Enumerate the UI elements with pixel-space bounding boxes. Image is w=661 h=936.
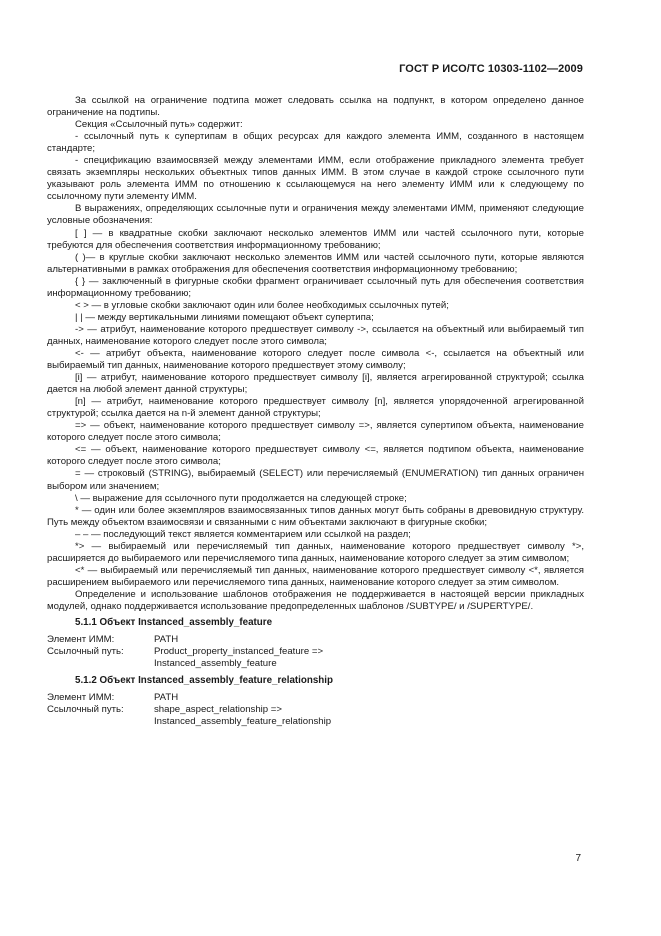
paragraph: *> — выбираемый или перечисляемый тип данных, наименование которого предшествует символу *>, расширяется до выбираемого или перечисляемого типа данных, наименование которого следует за этим символом;: [47, 540, 584, 564]
paragraph: ( )— в круглые скобки заключают несколько элементов ИММ или частей ссылочного пути, которые являются альтернативными в рамках отображения для обеспечения соответствия информационному требованию;: [47, 251, 584, 275]
path-line: Product_property_instanced_feature =>: [154, 646, 324, 658]
mapping-row: [47, 704, 584, 716]
page-number: 7: [575, 853, 581, 864]
path-label: Ссылочный путь:: [47, 646, 124, 658]
paragraph: - спецификацию взаимосвязей между элементами ИММ, если отображение прикладного элемента требует связать экземпляры нескольких объектных типов данных ИММ. В этом случае в каждой строке ссылочного пути указывают роль элемента ИММ по отношению к ссылающемуся на него элементу ИММ или к следующему по ссылочному пути элементу ИММ.: [47, 155, 584, 203]
element-label: Элемент ИММ:: [47, 634, 115, 646]
path-label: Ссылочный путь:: [47, 704, 124, 716]
path-line: Instanced_assembly_feature: [154, 658, 277, 670]
paragraph: | | — между вертикальными линиями помещают объект супертипа;: [75, 311, 374, 323]
paragraph: - ссылочный путь к супертипам в общих ресурсах для каждого элемента ИММ, созданного в настоящем стандарте;: [47, 131, 584, 155]
document-header: ГОСТ Р ИСО/ТС 10303-1102—2009: [399, 63, 583, 75]
paragraph: = — строковый (STRING), выбираемый (SELECT) или перечисляемый (ENUMERATION) тип данных ограничен выбором или значением;: [47, 468, 584, 492]
paragraph: => — объект, наименование которого предшествует символу =>, является супертипом объекта, наименование которого следует после этого символа;: [47, 420, 584, 444]
paragraph: [ ] — в квадратные скобки заключают несколько элементов ИММ или частей ссылочного пути, которые требуются для обеспечения соответствия информационному требованию;: [47, 227, 584, 251]
element-value: PATH: [154, 634, 179, 646]
document-body: [47, 95, 584, 728]
paragraph: < > — в угловые скобки заключают один или более необходимых ссылочных путей;: [75, 299, 449, 311]
element-value: PATH: [154, 692, 179, 704]
section-title: 5.1.2 Объект Instanced_assembly_feature_relationship: [75, 675, 333, 687]
paragraph: -> — атрибут, наименование которого предшествует символу ->, ссылается на объектный или выбираемый тип данных, наименование которого следует после этого символа;: [47, 323, 584, 347]
paragraph: Секция «Ссылочный путь» содержит:: [75, 119, 243, 131]
paragraph: [i] — атрибут, наименование которого предшествует символу [i], является агрегированной структурой; ссылка дается на любой элемент данной структуры;: [47, 372, 584, 396]
paragraph: \ — выражение для ссылочного пути продолжается на следующей строке;: [75, 492, 407, 504]
mapping-row: [47, 646, 584, 658]
paragraph: * — один или более экземпляров взаимосвязанных типов данных могут быть собраны в древовидную структуру. Путь между объектом взаимосвязи и связанными с ним объектами заключают в фигурные скобки;: [47, 504, 584, 528]
paragraph: [n] — атрибут, наименование которого предшествует символу [n], является упорядоченной агрегированной структурой; ссылка дается на n-й элемент данной структуры;: [47, 396, 584, 420]
paragraph: <= — объект, наименование которого предшествует символу <=, является подтипом объекта, наименование которого следует после этого символа;: [47, 444, 584, 468]
mapping-row: [47, 692, 584, 704]
path-line: Instanced_assembly_feature_relationship: [154, 716, 332, 728]
paragraph: <* — выбираемый или перечисляемый тип данных, наименование которого предшествует символу <*, является расширением выбираемого или перечисляемого типа данных, наименование которого следует за этим символом.: [47, 564, 584, 588]
path-line: shape_aspect_relationship =>: [154, 704, 283, 716]
paragraph: В выражениях, определяющих ссылочные пути и ограничения между элементами ИММ, применяют следующие условные обозначения:: [47, 203, 584, 227]
mapping-row: [47, 658, 584, 670]
paragraph: За ссылкой на ограничение подтипа может следовать ссылка на подпункт, в котором определено данное ограничение на подтипы.: [47, 95, 584, 119]
paragraph: Определение и использование шаблонов отображения не поддерживается в настоящей версии прикладных модулей, однако поддерживается использование предопределенных шаблонов /SUBTYPE/ и /SUPERTYPE/.: [47, 588, 584, 612]
paragraph: { } — заключенный в фигурные скобки фрагмент ограничивает ссылочный путь для обеспечения соответствия информационному требованию;: [47, 275, 584, 299]
paragraph: <- — атрибут объекта, наименование которого следует после символа <-, ссылается на объектный или выбираемый тип данных, наименование которого предшествует этому символу;: [47, 347, 584, 372]
section-title: 5.1.1 Объект Instanced_assembly_feature: [75, 617, 273, 629]
mapping-row: [47, 716, 584, 728]
mapping-row: [47, 634, 584, 646]
element-label: Элемент ИММ:: [47, 692, 115, 704]
paragraph: – – — последующий текст является комментарием или ссылкой на раздел;: [75, 528, 411, 540]
